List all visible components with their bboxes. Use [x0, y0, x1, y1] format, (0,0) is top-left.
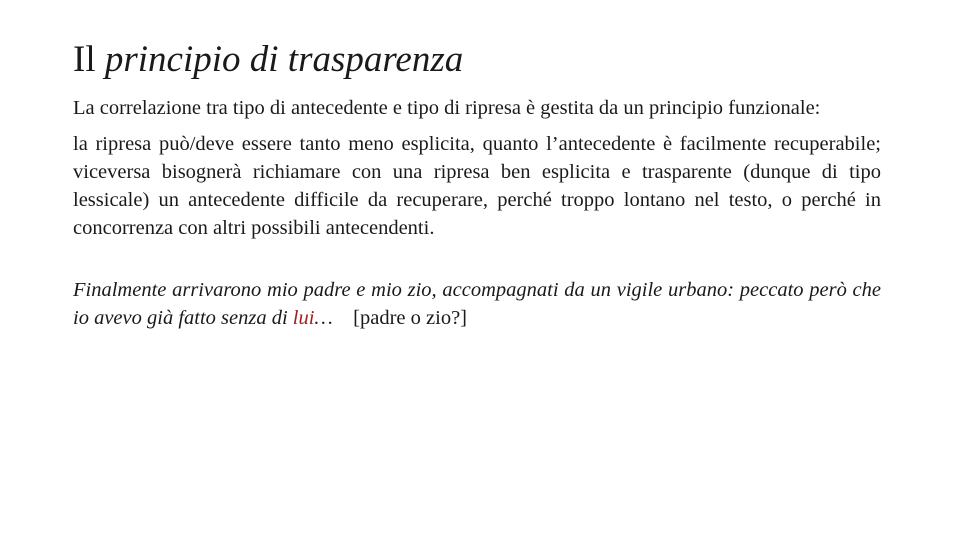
example-note: [padre o zio?]: [353, 307, 467, 329]
page-title: [73, 34, 881, 86]
paragraph-principle: la ripresa può/deve essere tanto meno esplicita, quanto l’antecedente è facilmente recuperabile; viceversa bisognerà richiamare con una ripresa ben esplicita e trasparente (dunque di tipo lessicale) un antecedente difficile da recuperare, perché troppo lontano nel testo, o perché in concorrenza con altri possibili antecendenti.: [73, 133, 881, 239]
example-text: Finalmente arrivarono mio padre e mio zio, accompagnati da un vigile urbano: peccato però che io avevo già fatto senza di: [73, 279, 881, 329]
example-highlight: lui: [292, 307, 315, 329]
paragraph-intro: La correlazione tra tipo di antecedente e tipo di ripresa è gestita da un principio funzionale:: [73, 97, 821, 119]
title-plain: Il: [73, 39, 96, 80]
example-sentence: [73, 276, 881, 332]
slide-content: [73, 34, 881, 332]
title-italic: principio di trasparenza: [104, 39, 464, 80]
example-ellipsis: …: [314, 307, 333, 329]
